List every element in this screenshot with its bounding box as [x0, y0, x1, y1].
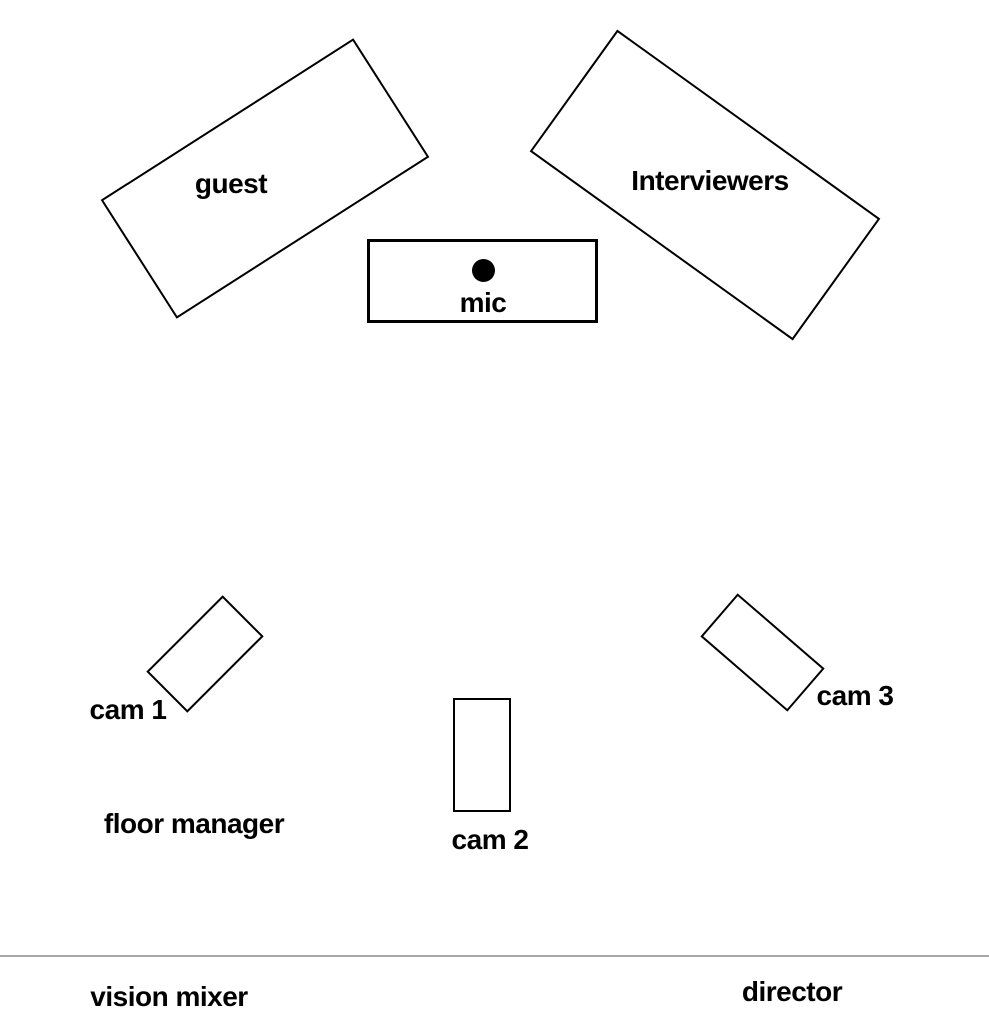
- camera-1-label: cam 1: [89, 694, 167, 725]
- mic-dot-icon: [472, 259, 495, 282]
- interviewers-label: Interviewers: [631, 165, 789, 196]
- camera-3-shape: [700, 593, 824, 711]
- mic-label: mic: [459, 287, 507, 318]
- guest-label: guest: [194, 168, 268, 199]
- floor-manager-label: floor manager: [103, 808, 285, 839]
- director-label: director: [741, 976, 843, 1007]
- camera-3-label: cam 3: [816, 680, 894, 711]
- camera-2-label: cam 2: [451, 824, 529, 855]
- control-room-divider-line: [0, 955, 989, 957]
- camera-2-shape: [453, 698, 511, 812]
- vision-mixer-label: vision mixer: [90, 981, 248, 1012]
